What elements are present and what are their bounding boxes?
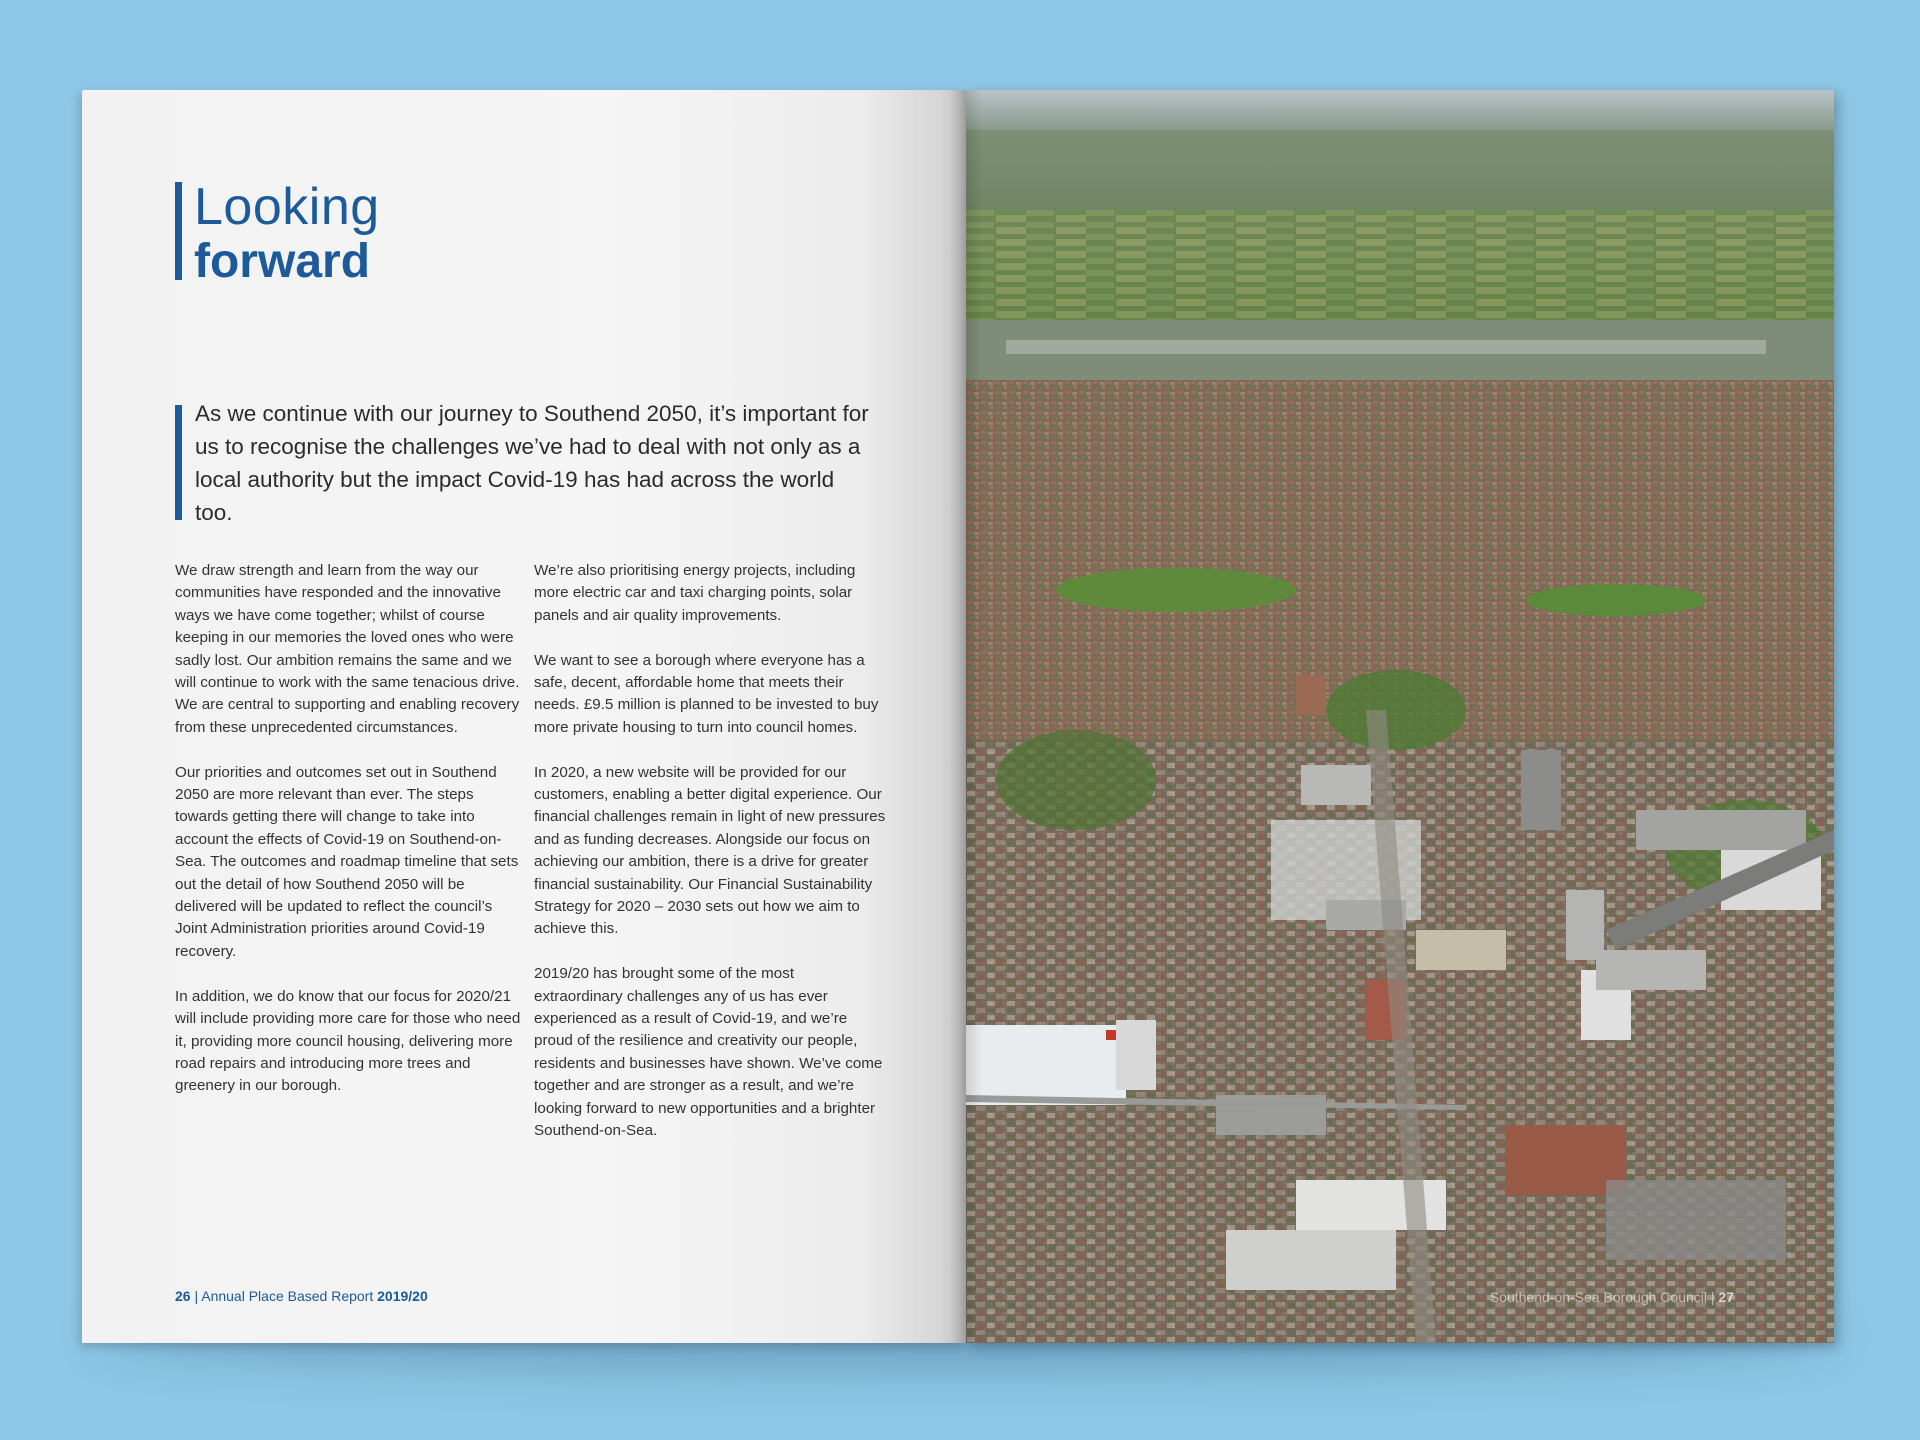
right-page — [966, 90, 1834, 1343]
paragraph: In 2020, a new website will be provided for our customers, enabling a better digital experience. Our financial challenges remain in light of new pressures and as funding decreases. Alongside our focus on achieving our ambition, there is a drive for greater financial sustainability. Our Financial Sustainability Strategy for 2020 – 2030 sets out how we aim to achieve this. — [534, 763, 886, 938]
left-page-footer — [175, 1288, 428, 1304]
footer-report-name: Annual Place Based Report — [201, 1288, 378, 1304]
intro-accent-bar — [175, 405, 182, 520]
footer-year: 2019/20 — [377, 1288, 428, 1304]
body-column-2 — [534, 560, 886, 1165]
title-light: Looking — [194, 178, 380, 236]
right-page-number: 27 — [1718, 1289, 1734, 1305]
left-page-number: 26 — [175, 1288, 191, 1304]
footer-org: Southend-on-Sea Borough Council — [1489, 1289, 1707, 1305]
paragraph: In addition, we do know that our focus for 2020/21 will include providing more care for those who need it, providing more council housing, delivering more road repairs and introducing more trees and greenery in our borough. — [175, 987, 521, 1095]
aerial-photo-southend — [966, 90, 1834, 1343]
paragraph: We’re also prioritising energy projects, including more electric car and taxi charging points, solar panels and air quality improvements. — [534, 562, 856, 624]
body-column-1 — [175, 560, 521, 1120]
footer-separator: | — [1707, 1289, 1719, 1305]
title-bold: forward — [194, 235, 371, 288]
footer-separator: | — [190, 1288, 202, 1304]
paragraph: 2019/20 has brought some of the most extraordinary challenges any of us has ever experienced as a result of Covid-19, and we’re proud of the resilience and creativity our people, residents and businesses have shown. We’ve come together and are stronger as a result, and we’re looking forward to new opportunities and a brighter Southend-on-Sea. — [534, 965, 883, 1140]
paragraph: Our priorities and outcomes set out in Southend 2050 are more relevant than ever. The steps towards getting there will change to take into account the effects of Covid-19 on Southend-on-Sea. The outcomes and roadmap timeline that sets out the detail of how Southend 2050 will be delivered will be updated to reflect the council’s Joint Administration priorities around Covid-19 recovery. — [175, 763, 519, 960]
left-page — [82, 90, 966, 1343]
intro-quote: As we continue with our journey to Southend 2050, it’s important for us to recognise the challenges we’ve had to deal with not only as a local authority but the impact Covid-19 has had across the world too. — [195, 401, 869, 525]
paragraph: We want to see a borough where everyone has a safe, decent, affordable home that meets their needs. £9.5 million is planned to be invested to buy more private housing to turn into council homes. — [534, 651, 879, 736]
right-page-footer — [1490, 1289, 1734, 1305]
title-accent-bar — [175, 182, 182, 280]
paragraph: We draw strength and learn from the way our communities have responded and the innovative ways we have come together; whilst of course keeping in our memories the loved ones who were sadly lost. Our ambition remains the same and we will continue to work with the same tenacious drive. We are central to supporting and enabling recovery from these unprecedented circumstances. — [175, 562, 520, 736]
